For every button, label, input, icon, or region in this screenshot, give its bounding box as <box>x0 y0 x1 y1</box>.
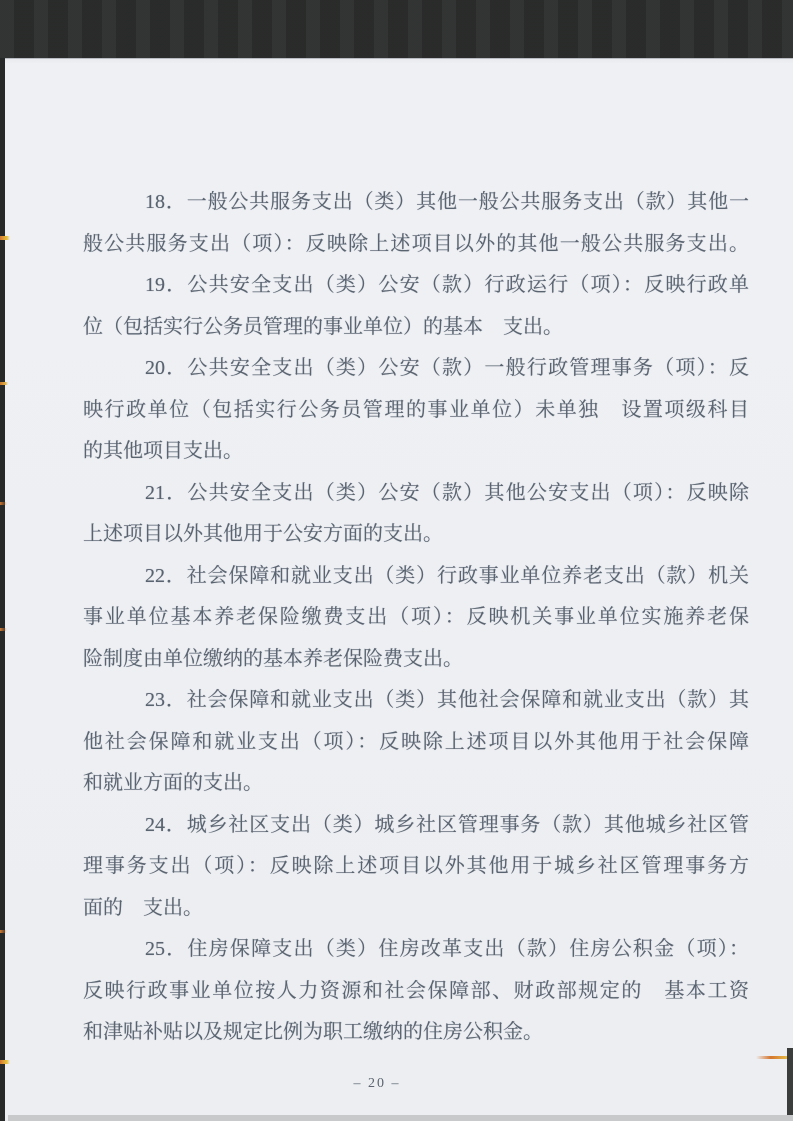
scan-artifact <box>0 1060 10 1064</box>
scan-edge-bottom <box>8 1115 793 1121</box>
text-line: 和津贴补贴以及规定比例为职工缴纳的住房公积金。 <box>83 1021 543 1043</box>
paragraph-item-19 <box>83 265 749 348</box>
text-line: 21．公共安全支出（类）公安（款）其他公安支出（项）：反映除 <box>145 481 749 504</box>
text-line: 23．社会保障和就业支出（类）其他社会保障和就业支出（款）其 <box>145 689 749 711</box>
scan-edge-right <box>787 1048 793 1121</box>
text-line: 映行政单位（包括实行公务员管理的事业单位）未单独 设置项级科目 <box>83 398 749 421</box>
text-line: 他社会保障和就业支出（项）：反映除上述项目以外其他用于社会保障 <box>83 730 749 753</box>
scan-artifact <box>0 628 7 631</box>
text-line: 位（包括实行公务员管理的事业单位）的基本 支出。 <box>83 315 563 338</box>
paragraph-item-22 <box>83 556 749 681</box>
document-body <box>83 182 749 1054</box>
scan-edge-top <box>0 0 793 58</box>
paper-sheet <box>5 58 793 1121</box>
paragraph-item-21 <box>83 473 749 556</box>
paragraph-item-23 <box>83 680 749 805</box>
text-line: 19．公共安全支出（类）公安（款）行政运行（项）：反映行政单 <box>145 274 749 296</box>
text-line: 事业单位基本养老保险缴费支出（项）：反映机关事业单位实施养老保 <box>83 606 749 628</box>
text-line: 理事务支出（项）：反映除上述项目以外其他用于城乡社区管理事务方 <box>83 855 749 877</box>
text-line: 反映行政事业单位按人力资源和社会保障部、财政部规定的 基本工资 <box>83 979 749 1002</box>
text-line: 18．一般公共服务支出（类）其他一般公共服务支出（款）其他一 <box>145 191 749 213</box>
text-line: 22．社会保障和就业支出（类）行政事业单位养老支出（款）机关 <box>145 564 749 587</box>
scan-artifact <box>0 236 10 240</box>
text-line: 的其他项目支出。 <box>83 440 243 462</box>
text-line: 20．公共安全支出（类）公安（款）一般行政管理事务（项）：反 <box>145 357 749 379</box>
page-number: – 20 – <box>353 1076 401 1091</box>
paragraph-item-25 <box>83 929 749 1054</box>
text-line: 险制度由单位缴纳的基本养老保险费支出。 <box>83 647 463 670</box>
text-line: 上述项目以外其他用于公安方面的支出。 <box>83 523 443 545</box>
scan-artifact <box>0 930 7 933</box>
scan-artifact <box>0 502 7 505</box>
text-line: 25．住房保障支出（类）住房改革支出（款）住房公积金（项）： <box>145 938 749 960</box>
scan-artifact <box>0 382 8 385</box>
text-line: 面的 支出。 <box>83 896 203 919</box>
text-line: 般公共服务支出（项）：反映除上述项目以外的其他一般公共服务支出。 <box>83 232 749 255</box>
paragraph-item-20 <box>83 348 749 473</box>
text-line: 24．城乡社区支出（类）城乡社区管理事务（款）其他城乡社区管 <box>145 813 749 836</box>
paragraph-item-24 <box>83 805 749 930</box>
paragraph-item-18 <box>83 182 749 265</box>
text-line: 和就业方面的支出。 <box>83 772 263 794</box>
